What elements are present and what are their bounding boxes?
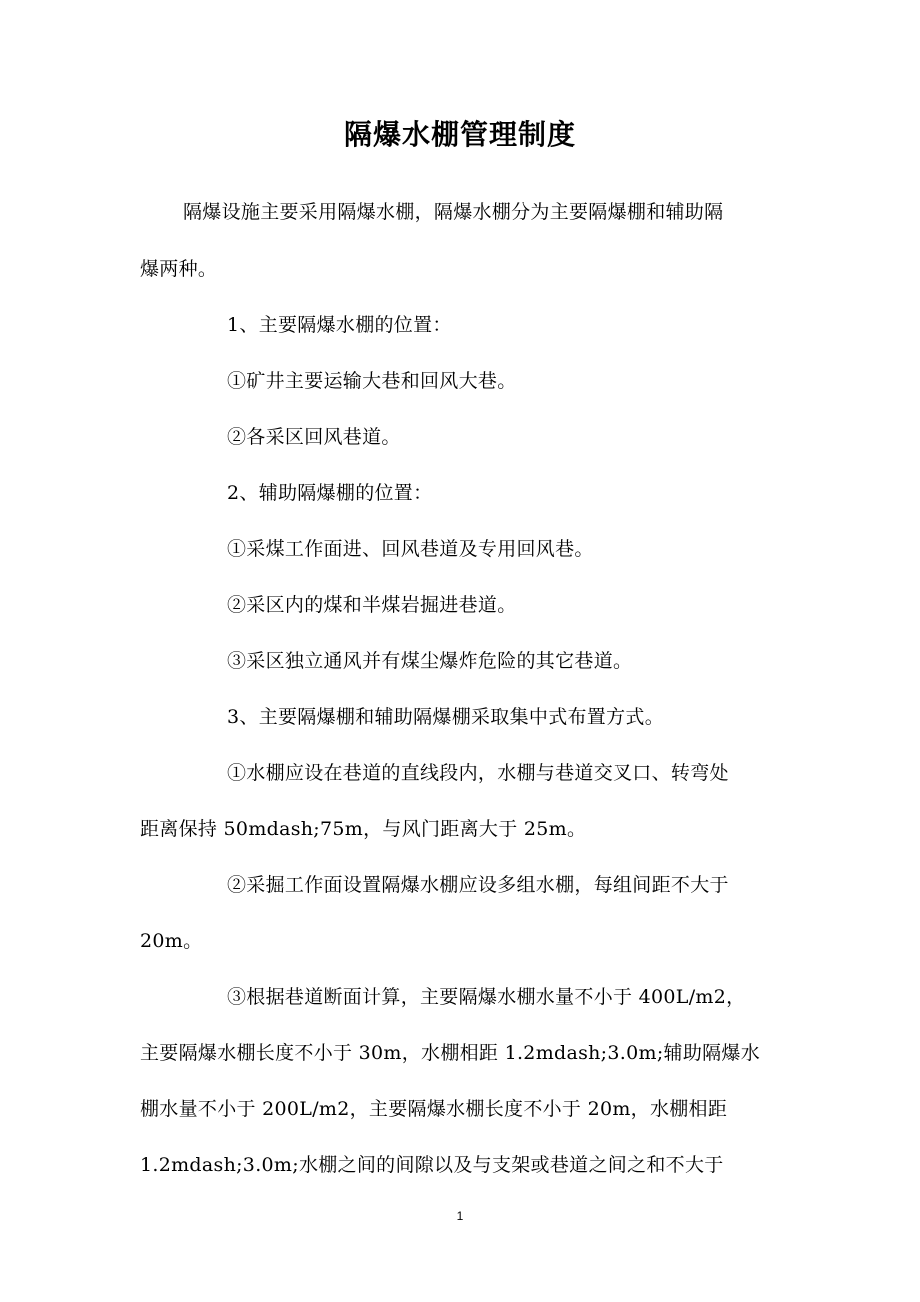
list-item: ②各采区回风巷道。 — [227, 426, 401, 448]
section-heading-1: 1、主要隔爆水棚的位置： — [227, 314, 452, 336]
document-title: 隔爆水棚管理制度 — [343, 118, 576, 151]
paragraph-line: 隔爆设施主要采用隔爆水棚，隔爆水棚分为主要隔爆棚和辅助隔 — [183, 201, 724, 223]
list-item: ②采掘工作面设置隔爆水棚应设多组水棚，每组间距不大于 — [227, 874, 729, 896]
page-number: 1 — [456, 1209, 464, 1223]
list-item: ③根据巷道断面计算，主要隔爆水棚水量不小于 400L/m2， — [227, 986, 746, 1008]
paragraph-line: 爆两种。 — [140, 258, 218, 280]
list-item: ②采区内的煤和半煤岩掘进巷道。 — [227, 594, 517, 616]
list-item-continuation: 棚水量不小于 200L/m2，主要隔爆水棚长度不小于 20m，水棚相距 — [140, 1098, 728, 1120]
list-item-continuation: 主要隔爆水棚长度不小于 30m，水棚相距 1.2mdash;3.0m;辅助隔爆水 — [140, 1042, 761, 1064]
list-item: ①矿井主要运输大巷和回风大巷。 — [227, 370, 517, 392]
list-item: ①采煤工作面进、回风巷道及专用回风巷。 — [227, 538, 594, 560]
section-heading-2: 2、辅助隔爆棚的位置： — [227, 482, 433, 504]
section-heading-3: 3、主要隔爆棚和辅助隔爆棚采取集中式布置方式。 — [227, 706, 664, 728]
list-item: ①水棚应设在巷道的直线段内，水棚与巷道交叉口、转弯处 — [227, 762, 729, 784]
list-item-continuation: 距离保持 50mdash;75m，与风门距离大于 25m。 — [140, 818, 587, 840]
list-item: ③采区独立通风并有煤尘爆炸危险的其它巷道。 — [227, 650, 633, 672]
list-item-continuation: 1.2mdash;3.0m;水棚之间的间隙以及与支架或巷道之间之和不大于 — [140, 1154, 724, 1176]
list-item-continuation: 20m。 — [140, 930, 203, 952]
